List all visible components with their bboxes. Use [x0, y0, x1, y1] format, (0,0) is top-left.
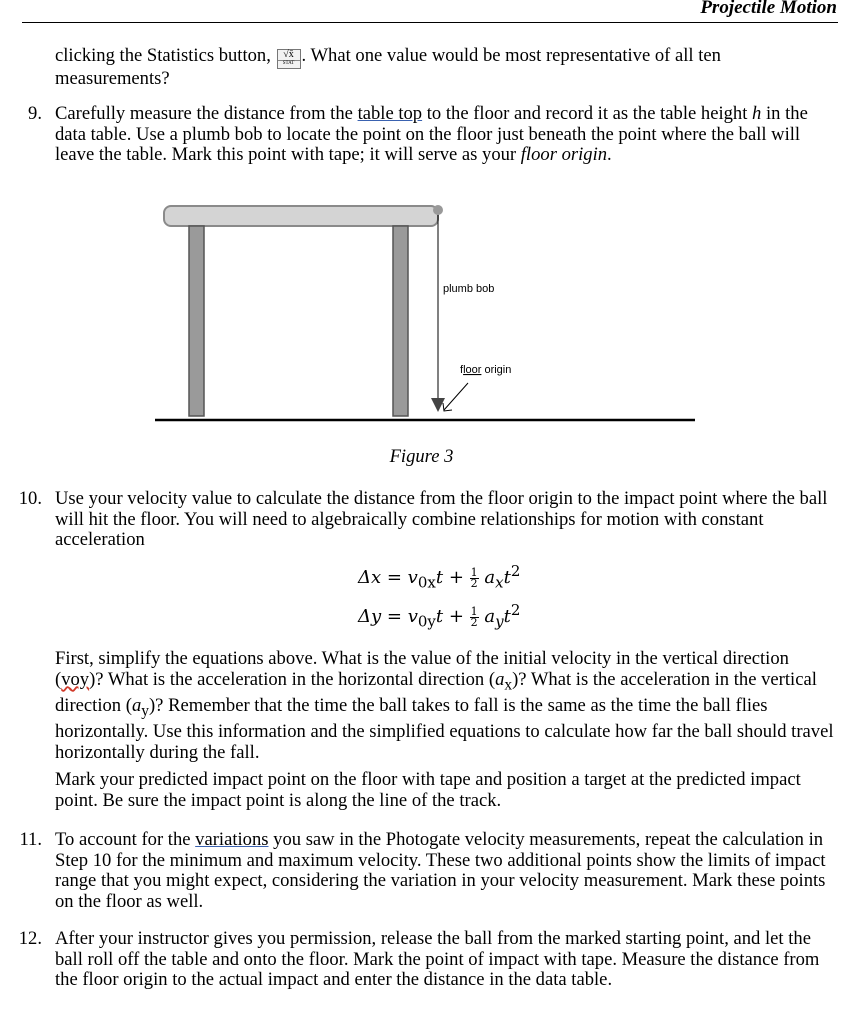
- equation-dx: $\Delta x = v_{0x}t$ + $\frac{1}{2}$ $a_xt^2$: [358, 562, 521, 592]
- voy-term: voy: [61, 668, 90, 690]
- height-variable: h: [752, 103, 762, 124]
- step10-number: 10.: [18, 488, 42, 509]
- pointer-arrowhead: [443, 403, 452, 411]
- figure-caption: Figure 3: [389, 446, 454, 467]
- header-title: Projectile Motion: [700, 0, 837, 18]
- figure-table-diagram: [150, 198, 700, 428]
- step8-continuation: [55, 46, 835, 90]
- step8-text-b: . What one value would be most representative of all ten measurements?: [55, 45, 721, 89]
- step10-paragraph-2: First, simplify the equations above. What is the value of the initial velocity in the vertical direction (voy)? What is the acceleration in the horizontal direction $(a_x)$? What is the acceleration in the vertical direction $(a_y)$? Remember that the time the ball takes to fall is the same as the time the ball flies horizontally. Use this information and the simplified equations to calculate how far the ball should travel horizontally during the fall.: [55, 648, 834, 763]
- equation-dy: $\Delta y = v_{0y}t$ + $\frac{1}{2}$ $a_yt^2$: [358, 601, 521, 631]
- step11-number: 11.: [19, 829, 42, 850]
- variations-term: variations: [195, 829, 269, 850]
- step10-text: Use your velocity value to calculate the distance from the floor origin to the impact point where the ball will hit the floor. You will need to algebraically combine relationships for motion with constant acceleration: [55, 488, 828, 551]
- ball: [433, 205, 443, 215]
- table-leg-left: [189, 226, 204, 416]
- table-leg-right: [393, 226, 408, 416]
- header-rule: [22, 22, 838, 23]
- step9-text: Carefully measure the distance from the table top to the floor and record it as the table height h in the data table. Use a plumb bob to locate the point on the floor just beneath the point where the ball will leave the table. Mark this point with tape; it will serve as your floor origin.: [55, 103, 808, 166]
- floor-origin-pointer: [444, 383, 468, 410]
- table-top: [164, 206, 438, 226]
- step12-number: 12.: [18, 928, 42, 949]
- step9-number: 9.: [28, 103, 42, 124]
- step8-text-a: clicking the Statistics button,: [55, 45, 271, 66]
- floor-origin-label: floor origin: [460, 364, 512, 376]
- floor-origin-term: floor origin: [520, 144, 608, 166]
- table-top-term: table top: [357, 103, 423, 124]
- step12-text: After your instructor gives you permission, release the ball from the marked starting point, and let the ball roll off the table and onto the floor. Mark the point of impact with tape. Measure the distance from the floor origin to the actual impact and enter the distance in the data table.: [55, 928, 820, 991]
- step10-paragraph-3: Mark your predicted impact point on the floor with tape and position a target at the predicted impact point. Be sure the impact point is along the line of the track.: [55, 769, 801, 811]
- statistics-icon: √x̄ STAT: [277, 49, 301, 69]
- plumb-bob-label: plumb bob: [443, 283, 495, 295]
- step11-text: To account for the variations you saw in the Photogate velocity measurements, repeat the calculation in Step 10 for the minimum and maximum velocity. These two additional points show the limits of impact range that you might expect, considering the variation in your velocity measurement. Mark these points on the floor as well.: [55, 829, 826, 912]
